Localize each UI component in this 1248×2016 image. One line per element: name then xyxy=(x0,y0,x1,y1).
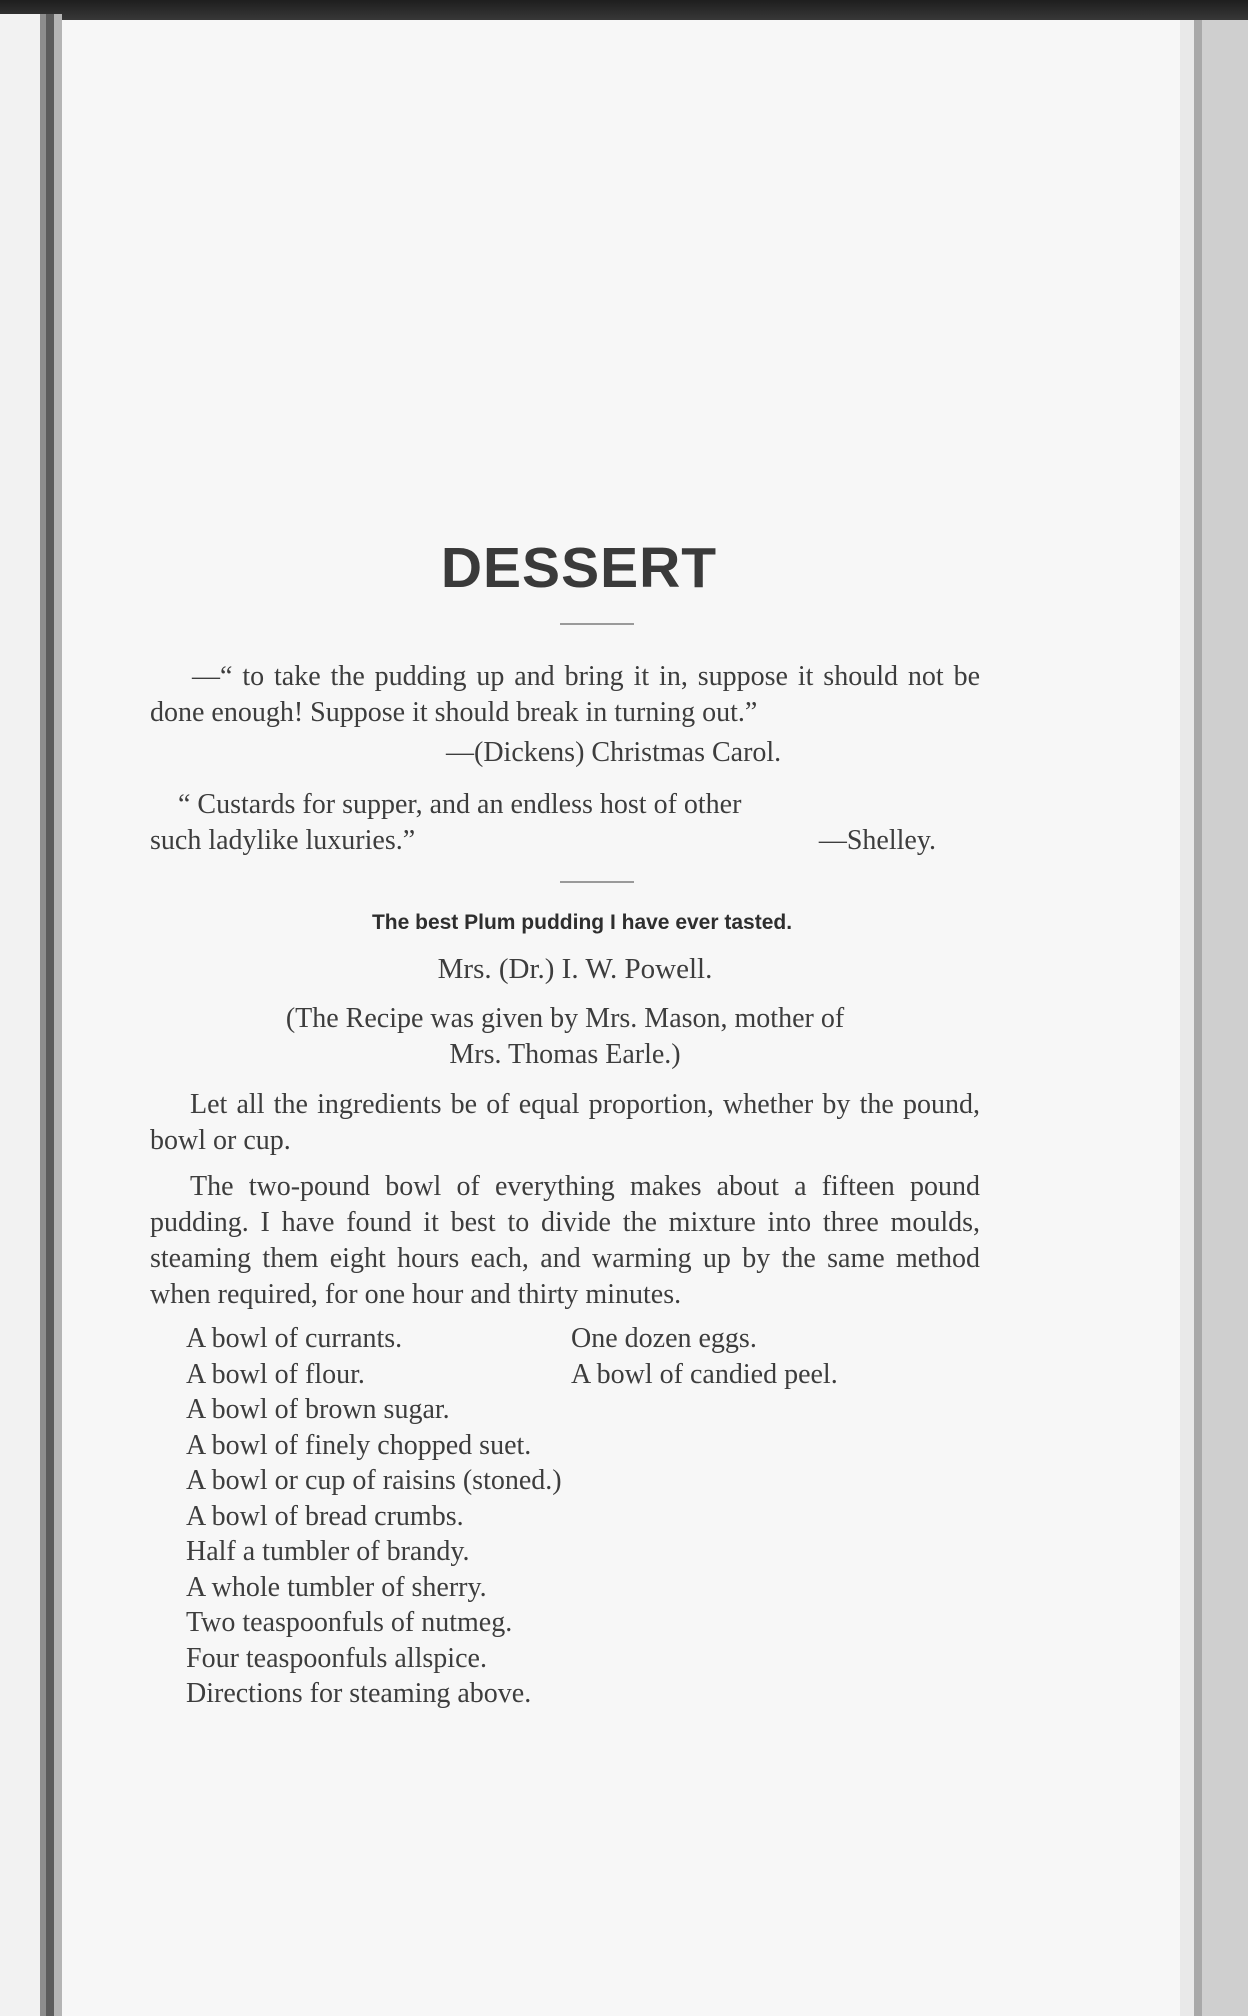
ingredient-item: Directions for steaming above. xyxy=(186,1678,532,1709)
recipe-paragraph-proportion: Let all the ingredients be of equal proportion, whether by the pound, bowl or cup. xyxy=(150,1089,980,1156)
ingredient-column-left xyxy=(186,1321,571,1712)
shelley-quote-last-line xyxy=(150,823,980,859)
scanner-top-shadow xyxy=(0,0,1248,22)
book-fore-edge xyxy=(1180,20,1248,2016)
title-rule xyxy=(560,623,634,625)
ingredient-item: A bowl of flour. xyxy=(186,1358,365,1390)
recipe-note xyxy=(150,1001,980,1073)
shelley-quote-end: such ladylike luxuries.” xyxy=(150,825,416,856)
recipe-note-line-2: Mrs. Thomas Earle.) xyxy=(449,1039,681,1070)
ingredient-item: One dozen eggs. xyxy=(571,1323,757,1354)
ingredient-item: Four teaspoonfuls allspice. xyxy=(186,1642,487,1674)
shelley-attribution: —Shelley. xyxy=(818,825,936,856)
recipe-paragraph-method: The two-pound bowl of everything makes about a fifteen pound pudding. I have found it best to divide the mixture into three moulds, steaming them eight hours each, and warming up by the same method when required, for one hour and thirty minutes. xyxy=(150,1171,980,1310)
dickens-quote: —“ to take the pudding up and bring it in, suppose it should not be done enough! Suppose it should break in turning out.” xyxy=(150,661,980,728)
ingredient-column-right xyxy=(571,1321,951,1712)
ingredient-list xyxy=(150,1321,980,1712)
recipe-author: Mrs. (Dr.) I. W. Powell. xyxy=(437,953,713,985)
ingredient-item: A bowl of brown sugar. xyxy=(186,1394,450,1425)
ingredient-item: A bowl or cup of raisins (stoned.) xyxy=(186,1465,562,1496)
ingredient-item: Half a tumbler of brandy. xyxy=(186,1536,470,1567)
dickens-attribution: —(Dickens) Christmas Carol. xyxy=(446,737,782,768)
ingredient-item: A bowl of bread crumbs. xyxy=(186,1500,464,1532)
recipe-note-line-1: (The Recipe was given by Mrs. Mason, mother of xyxy=(285,1003,845,1034)
shelley-quote: “ Custards for supper, and an endless host of other xyxy=(178,789,742,820)
section-rule xyxy=(560,881,634,883)
ingredient-item: A bowl of currants. xyxy=(186,1323,403,1354)
ingredient-item: Two teaspoonfuls of nutmeg. xyxy=(186,1607,513,1638)
facing-page-edge xyxy=(0,14,62,2016)
recipe-heading: The best Plum pudding I have ever tasted. xyxy=(371,911,793,934)
ingredient-item: A whole tumbler of sherry. xyxy=(186,1571,487,1603)
ingredient-item: A bowl of finely chopped suet. xyxy=(186,1429,532,1461)
page-title: DESSERT xyxy=(440,536,718,600)
page-content xyxy=(150,535,980,1712)
ingredient-item: A bowl of candied peel. xyxy=(571,1358,838,1390)
